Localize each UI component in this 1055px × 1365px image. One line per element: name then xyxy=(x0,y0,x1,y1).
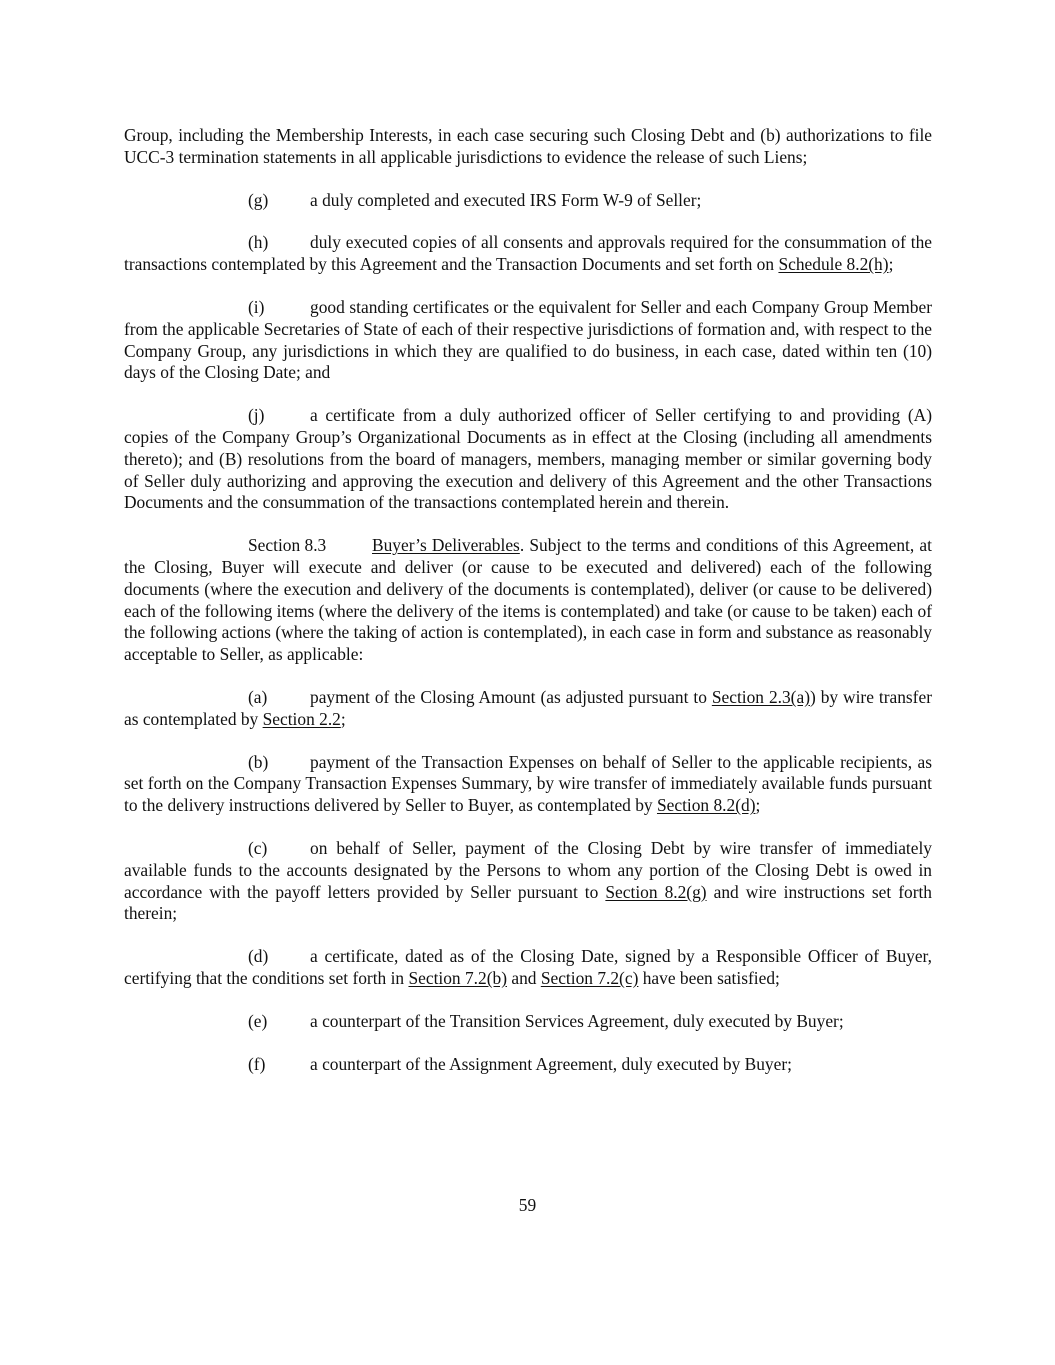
clause-label: (g) xyxy=(248,189,269,210)
clause-text: have been satisfied; xyxy=(638,967,780,988)
section-title: Buyer’s Deliverables xyxy=(372,535,520,556)
clause-label: (c) xyxy=(248,837,268,858)
clause-text: and wire instructions set forth therein; xyxy=(124,881,933,924)
page-number: 59 xyxy=(518,1195,537,1215)
clause-text: ) by wire transfer as contemplated by xyxy=(124,686,932,729)
clause-d xyxy=(124,946,932,990)
clause-label: (i) xyxy=(248,296,265,317)
clause-text: and xyxy=(507,967,541,988)
clause-text: ; xyxy=(888,254,894,275)
cross-reference: Section 2.2 xyxy=(262,708,341,729)
cross-reference: Schedule 8.2(h) xyxy=(778,254,889,275)
cross-reference: Section 7.2(b) xyxy=(408,967,507,988)
clause-text: on behalf of Seller, payment of the Closing Debt by wire transfer of immediately available funds to the accounts designated by the Persons to whom any portion of the Closing Debt is owed in accordance with the payoff letters provided by Seller pursuant to xyxy=(124,837,932,902)
cross-reference: Section 7.2(c) xyxy=(540,967,639,988)
clause-text: ; xyxy=(340,708,346,729)
clause-h xyxy=(124,232,932,276)
clause-text: a duly completed and executed IRS Form W-9 of Seller; xyxy=(310,189,702,210)
clause-label: (e) xyxy=(248,1010,268,1031)
clause-text: a counterpart of the Assignment Agreement, duly executed by Buyer; xyxy=(310,1053,792,1074)
clause-text: ; xyxy=(755,795,761,816)
clause-c xyxy=(124,838,932,925)
cross-reference: Section 8.2(g) xyxy=(605,881,707,902)
clause-text: duly executed copies of all consents and approvals required for the consummation of the transactions contemplated by this Agreement and the Transaction Documents and set forth on xyxy=(124,232,932,275)
clause-label: (h) xyxy=(248,232,269,253)
clause-e xyxy=(124,1011,932,1033)
clause-b xyxy=(124,752,932,817)
cross-reference: Section 8.2(d) xyxy=(656,795,756,816)
section-number: Section 8.3 xyxy=(248,535,327,556)
document-body xyxy=(124,125,932,1096)
clause-text: a certificate from a duly authorized officer of Seller certifying to and providing (A) copies of the Company Group’s Organizational Documents as in effect at the Closing (including all amendments thereto); and (B) resolutions from the board of managers, members, managing member or similar governing body of Seller duly authorizing and approving the execution and delivery of this Agreement and the other Transactions Documents and the consummation of the transactions contemplated herein and therein. xyxy=(124,405,932,513)
clause-f xyxy=(124,1054,932,1076)
clause-text: a certificate, dated as of the Closing Date, signed by a Responsible Officer of Buyer, certifying that the conditions set forth in xyxy=(124,946,932,988)
clause-label: (f) xyxy=(248,1053,266,1074)
section-text: . Subject to the terms and conditions of this Agreement, at the Closing, Buyer will execute and deliver (or cause to be executed and delivered) each of the following documents (where the execution and delivery of the documents is contemplated), deliver (or cause to be delivered) each of the following items (where the delivery of the items is contemplated) and take (or cause to be taken) each of the following actions (where the taking of action is contemplated), in each case in form and substance as reasonably acceptable to Seller, as applicable: xyxy=(124,535,932,665)
clause-g xyxy=(124,190,932,212)
continued-paragraph: Group, including the Membership Interests, in each case securing such Closing Debt and (b) authorizations to file UCC-3 termination statements in all applicable jurisdictions to evidence the release of such Liens; xyxy=(124,125,932,167)
clause-j xyxy=(124,405,932,514)
clause-text: a counterpart of the Transition Services Agreement, duly executed by Buyer; xyxy=(310,1010,844,1031)
clause-a xyxy=(124,687,932,731)
cross-reference: Section 2.3(a) xyxy=(711,686,810,707)
clause-label: (d) xyxy=(248,946,269,967)
clause-i xyxy=(124,297,932,384)
clause-text: payment of the Transaction Expenses on behalf of Seller to the applicable recipients, as set forth on the Company Transaction Expenses Summary, by wire transfer of immediately available funds pursuant to the delivery instructions delivered by Seller to Buyer, as contemplated by xyxy=(124,751,932,816)
clause-text: payment of the Closing Amount (as adjusted pursuant to xyxy=(310,686,712,707)
clause-label: (b) xyxy=(248,751,269,772)
section-8-3 xyxy=(124,535,932,666)
clause-label: (a) xyxy=(248,686,268,707)
clause-text: good standing certificates or the equivalent for Seller and each Company Group Member from the applicable Secretaries of State of each of their respective jurisdictions of formation and, with respect to the Company Group, any jurisdictions in which they are qualified to do business, in each case, dated within ten (10) days of the Closing Date; and xyxy=(124,296,932,383)
clause-label: (j) xyxy=(248,405,265,426)
